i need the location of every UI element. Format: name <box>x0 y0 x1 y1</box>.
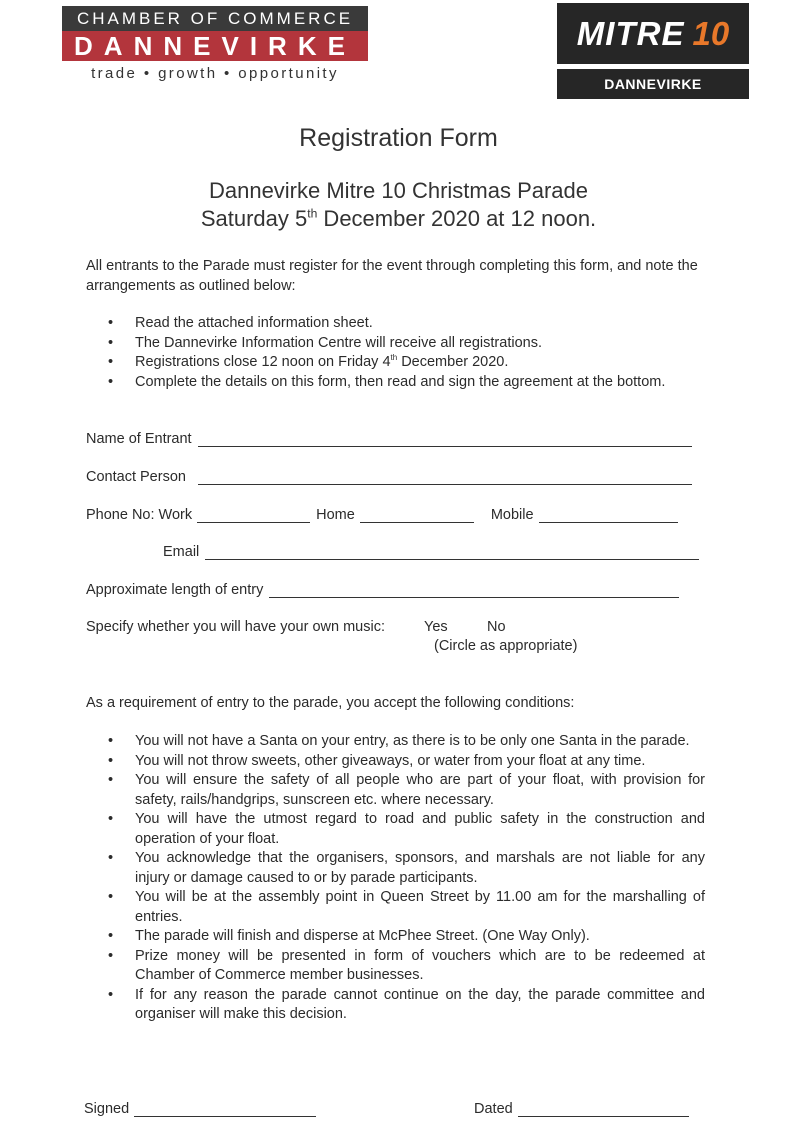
event-date-sup: th <box>307 206 318 221</box>
chamber-logo-tagline: trade • growth • opportunity <box>91 65 339 82</box>
signed-field <box>84 1101 316 1117</box>
dated-line[interactable] <box>518 1103 689 1117</box>
mitre10-logo-location: DANNEVIRKE <box>557 69 749 99</box>
phone-mobile-label: Mobile <box>490 507 534 523</box>
condition-item: • You will not throw sweets, other giveaways, or water from your float at any time. <box>108 752 705 772</box>
music-question: Specify whether you will have your own music: <box>86 619 385 635</box>
music-no-option[interactable]: No <box>487 619 506 635</box>
info-item-3-pre: Registrations close 12 noon on Friday 4 <box>135 354 391 370</box>
approx-length-line[interactable] <box>269 584 679 598</box>
conditions-list <box>108 732 705 1025</box>
info-list <box>108 314 705 392</box>
info-item-2: • The Dannevirke Information Centre will receive all registrations. <box>108 334 705 354</box>
info-item-3-post: December 2020. <box>397 354 509 370</box>
music-yes-option[interactable]: Yes <box>424 619 448 635</box>
dated-label: Dated <box>474 1101 513 1117</box>
circle-note: (Circle as appropriate) <box>434 638 578 654</box>
contact-person-line[interactable] <box>198 471 692 485</box>
event-name: Dannevirke Mitre 10 Christmas Parade <box>208 178 589 203</box>
contact-person-label: Contact Person <box>86 469 186 485</box>
event-date-post: December 2020 at 12 noon. <box>317 206 597 231</box>
name-of-entrant-label: Name of Entrant <box>86 431 192 447</box>
intro-paragraph: All entrants to the Parade must register for the event through completing this form, and note the arrangements as outlined below: <box>86 258 698 294</box>
email-line[interactable] <box>205 546 699 560</box>
condition-item: • You acknowledge that the organisers, sponsors, and marshals are not liable for any injury or damage caused to or by parade participants. <box>108 849 705 888</box>
email-label: Email <box>163 544 200 560</box>
condition-item: • You will not have a Santa on your entry, as there is to be only one Santa in the parade. <box>108 732 705 752</box>
chamber-logo-line1: CHAMBER OF COMMERCE <box>62 6 368 31</box>
signed-label: Signed <box>84 1101 130 1117</box>
chamber-of-commerce-logo <box>62 6 368 82</box>
approx-length-label: Approximate length of entry <box>86 582 264 598</box>
info-item-4: • Complete the details on this form, then read and sign the agreement at the bottom. <box>108 373 705 393</box>
conditions-intro: As a requirement of entry to the parade, you accept the following conditions: <box>86 695 575 711</box>
mitre10-logo <box>557 3 749 99</box>
phone-work-line[interactable] <box>197 509 310 523</box>
condition-item: • Prize money will be presented in form of vouchers which are to be redeemed at Chamber of Commerce member businesses. <box>108 947 705 986</box>
form-title: Registration Form <box>299 124 498 152</box>
phone-mobile-line[interactable] <box>539 509 678 523</box>
info-item-3-sup: th <box>390 353 398 363</box>
contact-person-field <box>86 469 692 485</box>
approx-length-field <box>86 582 679 598</box>
chamber-logo-line2: DANNEVIRKE <box>62 31 368 61</box>
info-item-3 <box>108 353 705 373</box>
phone-work-label: Phone No: Work <box>86 507 193 523</box>
phone-home-label: Home <box>316 507 355 523</box>
info-item-1: • Read the attached information sheet. <box>108 314 705 334</box>
signed-line[interactable] <box>134 1103 316 1117</box>
name-of-entrant-field <box>86 431 692 447</box>
event-date <box>0 206 797 232</box>
condition-item: • The parade will finish and disperse at McPhee Street. (One Way Only). <box>108 927 705 947</box>
email-field <box>163 544 699 560</box>
condition-item: • You will ensure the safety of all people who are part of your float, with provision for safety, rails/handgrips, sunscreen etc. where necessary. <box>108 771 705 810</box>
condition-item: • If for any reason the parade cannot continue on the day, the parade committee and organiser will make this decision. <box>108 986 705 1025</box>
mitre10-logo-number: 10 <box>692 14 730 52</box>
phone-home-line[interactable] <box>360 509 474 523</box>
condition-item: • You will have the utmost regard to road and public safety in the construction and operation of your float. <box>108 810 705 849</box>
event-date-pre: Saturday 5 <box>200 206 308 231</box>
mitre10-logo-top <box>557 3 749 64</box>
condition-item: • You will be at the assembly point in Queen Street by 11.00 am for the marshalling of entries. <box>108 888 705 927</box>
phone-field <box>86 507 678 523</box>
dated-field <box>474 1101 689 1117</box>
name-of-entrant-line[interactable] <box>198 433 692 447</box>
mitre10-logo-word: MITRE <box>576 14 685 52</box>
